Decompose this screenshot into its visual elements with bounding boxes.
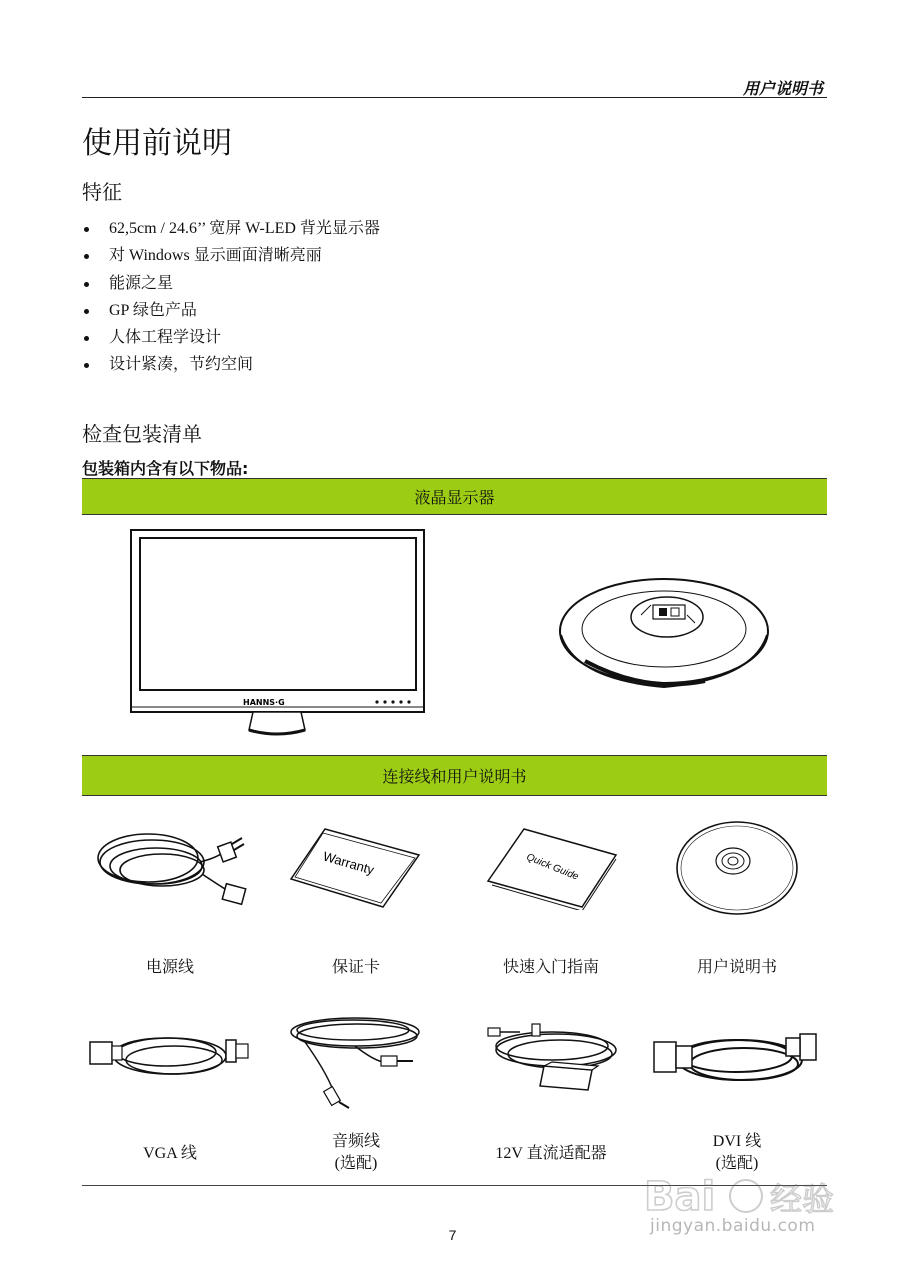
stand-base-illustration: [555, 575, 773, 695]
caption-dvi: DVI 线 (选配): [712, 1133, 762, 1172]
svg-text:经验: 经验: [770, 1180, 835, 1218]
feature-item: 62,5cm / 24.6’’ 宽屏 W-LED 背光显示器: [82, 218, 380, 245]
bullet-icon: [84, 309, 89, 314]
bullet-icon: [84, 363, 89, 368]
warranty-card-label: Warranty: [321, 848, 376, 878]
power-cord-illustration: [92, 822, 254, 914]
caption-warranty: 保证卡: [331, 959, 380, 976]
features-heading: 特征: [82, 180, 122, 204]
header-title: 用户说明书: [742, 79, 823, 98]
bullet-icon: [84, 336, 89, 341]
caption-audio: 音频线 (选配): [331, 1133, 380, 1172]
warranty-card-illustration: [287, 825, 422, 910]
feature-item: 人体工程学设计: [82, 327, 380, 354]
quick-guide-label: Quick Guide: [524, 851, 580, 883]
caption-adapter: 12V 直流适配器: [495, 1145, 607, 1162]
feature-item: 设计紧凑，节约空间: [82, 354, 380, 381]
feature-item: 能源之星: [82, 273, 380, 300]
caption-vga: VGA 线: [143, 1145, 197, 1162]
band-monitor: 液晶显示器: [82, 478, 827, 515]
dvi-cable-illustration: [650, 1020, 828, 1096]
band-cables: 连接线和用户说明书: [82, 755, 827, 796]
watermark-url: jingyan.baidu.com: [650, 1216, 816, 1236]
features-list: [82, 218, 380, 382]
audio-cable-illustration: [285, 1010, 427, 1110]
vga-cable-illustration: [82, 1022, 254, 1088]
monitor-illustration: [125, 524, 430, 746]
page-number: 7: [448, 1227, 457, 1243]
quick-guide-illustration: [484, 825, 619, 910]
feature-item: GP 绿色产品: [82, 300, 380, 327]
cd-illustration: [674, 820, 800, 920]
page-title: 使用前说明: [82, 126, 232, 161]
bullet-icon: [84, 227, 89, 232]
bullet-icon: [84, 282, 89, 287]
svg-text:Bai: Bai: [644, 1174, 716, 1220]
dc-adapter-illustration: [486, 1018, 620, 1096]
caption-power-cord: 电源线: [145, 959, 194, 976]
caption-quick-guide: 快速入门指南: [502, 959, 599, 976]
caption-manual: 用户说明书: [696, 959, 777, 976]
bullet-icon: [84, 254, 89, 259]
feature-item: 对 Windows 显示画面清晰亮丽: [82, 245, 380, 272]
checklist-heading: 检查包装清单: [82, 422, 202, 446]
monitor-logo: HANNS·G: [243, 698, 285, 707]
checklist-intro: 包装箱内含有以下物品:: [82, 459, 249, 478]
header-divider: [82, 97, 827, 98]
